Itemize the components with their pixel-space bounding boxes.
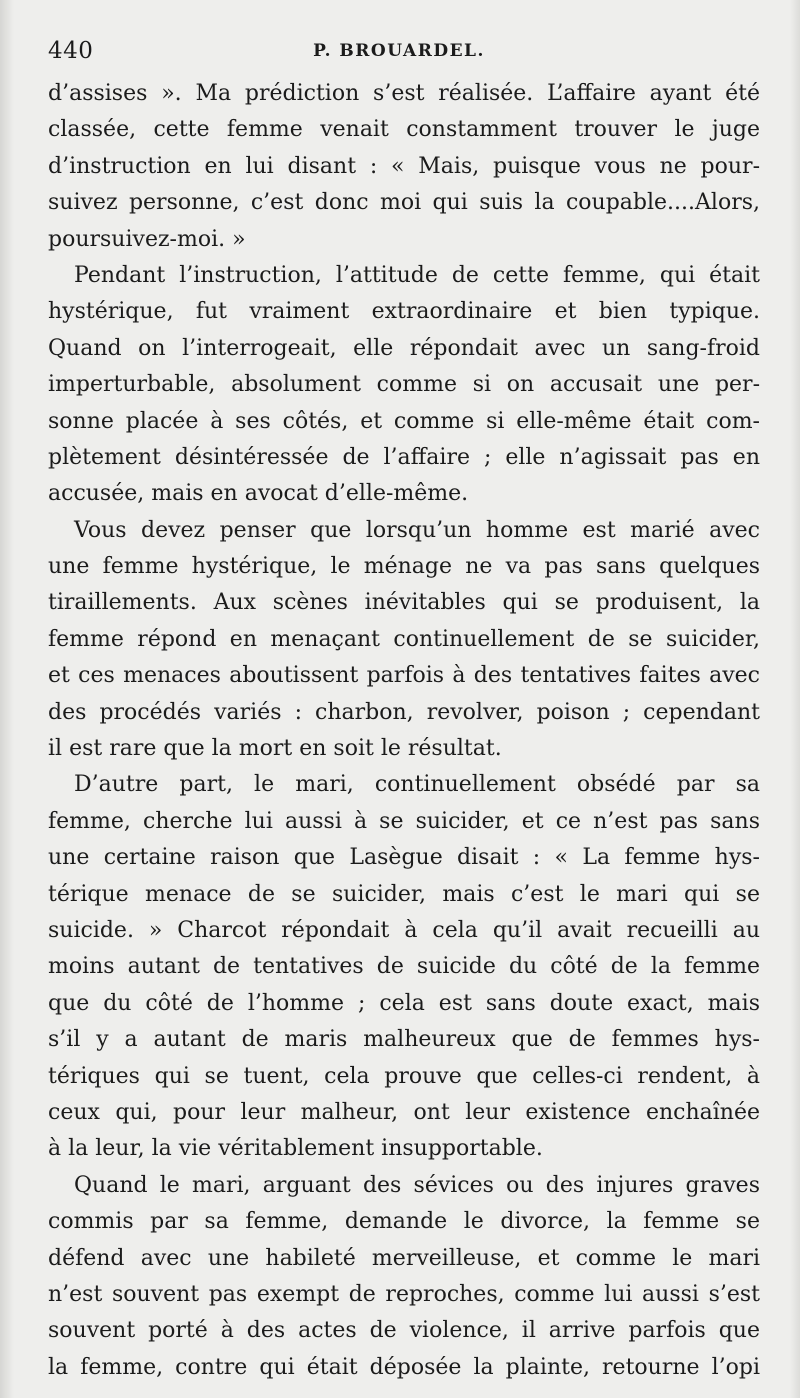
text-line: plètement désintéressée de l’affaire ; elle n’agissait pas en [48, 444, 760, 470]
running-title: P. BROUARDEL. [313, 41, 485, 61]
page-number: 440 [48, 38, 94, 64]
page-edge-shadow-left [0, 0, 14, 1398]
text-line: des procédés variés : charbon, revolver, poison ; cependant [48, 699, 760, 725]
text-line: suivez personne, c’est donc moi qui suis la coupable....Alors, [48, 190, 760, 216]
text-line: commis par sa femme, demande le divorce, la femme se [48, 1209, 760, 1235]
text-line: que du côté de l’homme ; cela est sans doute exact, mais [48, 990, 760, 1016]
text-line: sonne placée à ses côtés, et comme si elle-même était com- [48, 408, 760, 434]
text-body [48, 76, 760, 1386]
text-line: femme répond en menaçant continuellement de se suicider, [48, 626, 760, 652]
paragraph-first-line: D’autre part, le mari, continuellement obsédé par sa [74, 772, 760, 798]
text-line: tiraillements. Aux scènes inévitables qui se produisent, la [48, 590, 760, 616]
paragraph-first-line: Vous devez penser que lorsqu’un homme est marié avec [74, 517, 760, 543]
text-line: il est rare que la mort en soit le résultat. [48, 736, 502, 762]
text-line: n’est souvent pas exempt de reproches, comme lui aussi s’est [48, 1281, 760, 1307]
text-line: femme, cherche lui aussi à se suicider, et ce n’est pas sans [48, 808, 760, 834]
text-line: une certaine raison que Lasègue disait : « La femme hys- [48, 845, 760, 871]
paragraph-first-line: Quand le mari, arguant des sévices ou des injures graves [74, 1172, 760, 1198]
text-line: hystérique, fut vraiment extraordinaire et bien typique. [48, 299, 760, 325]
text-line: tériques qui se tuent, cela prouve que celles-ci rendent, à [48, 1063, 760, 1089]
text-line: ceux qui, pour leur malheur, ont leur existence enchaînée [48, 1099, 760, 1125]
text-line: moins autant de tentatives de suicide du côté de la femme [48, 954, 760, 980]
text-line: suicide. » Charcot répondait à cela qu’il avait recueilli au [48, 917, 760, 943]
text-line: la femme, contre qui était déposée la plainte, retourne l’opi [48, 1354, 760, 1380]
text-line: imperturbable, absolument comme si on accusait une per- [48, 372, 760, 398]
text-line: térique menace de se suicider, mais c’est le mari qui se [48, 881, 760, 907]
text-line: souvent porté à des actes de violence, il arrive parfois que [48, 1318, 760, 1344]
text-line: poursuivez-moi. » [48, 226, 246, 252]
text-line: à la leur, la vie véritablement insupportable. [48, 1136, 543, 1162]
text-line: accusée, mais en avocat d’elle-même. [48, 481, 469, 507]
text-line: une femme hystérique, le ménage ne va pas sans quelques [48, 554, 760, 580]
text-line: s’il y a autant de maris malheureux que de femmes hys- [48, 1027, 760, 1053]
paragraph-first-line: Pendant l’instruction, l’attitude de cette femme, qui était [74, 262, 760, 288]
text-line: classée, cette femme venait constamment trouver le juge [48, 117, 760, 143]
text-line: d’instruction en lui disant : « Mais, puisque vous ne pour- [48, 153, 760, 179]
text-line: d’assises ». Ma prédiction s’est réalisée. L’affaire ayant été [48, 81, 760, 106]
text-line: Quand on l’interrogeait, elle répondait avec un sang-froid [48, 335, 760, 361]
text-line: défend avec une habileté merveilleuse, et comme le mari [48, 1245, 760, 1271]
text-line: et ces menaces aboutissent parfois à des tentatives faites avec [48, 663, 760, 689]
running-head [48, 38, 750, 68]
page-edge-shadow-right [790, 0, 800, 1398]
